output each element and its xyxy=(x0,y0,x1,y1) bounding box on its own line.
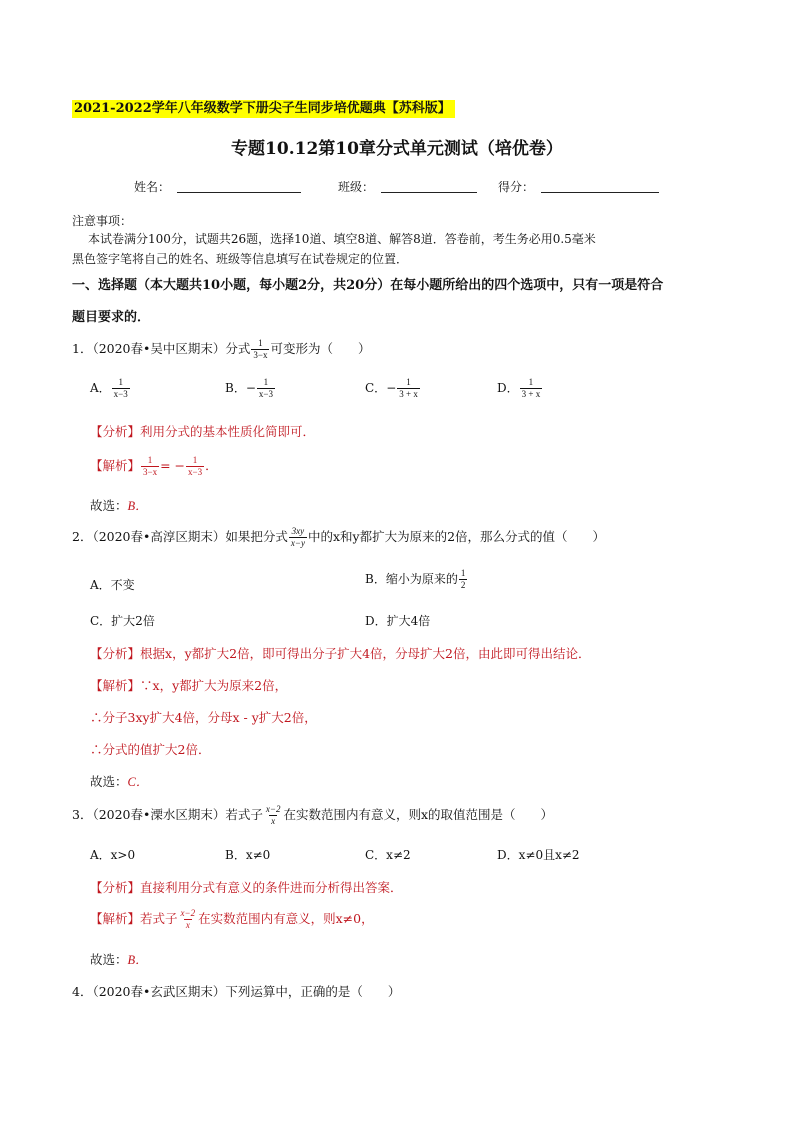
q1-option-c[interactable]: C．− $\frac{1}{3 + x}$ xyxy=(365,377,418,399)
q2-option-b[interactable]: B．缩小为原来的 $\frac{1}{2}$ xyxy=(365,568,466,590)
score-field[interactable] xyxy=(541,178,659,193)
q3-option-b[interactable]: B．x≠0 xyxy=(225,848,271,862)
page-title: 专题10.12第10章分式单元测试（培优卷） xyxy=(231,139,563,159)
q2-solution: 【解析】∵x，y都扩大为原来2倍， xyxy=(90,678,288,693)
q2-option-d[interactable]: D．扩大4倍 xyxy=(365,614,431,628)
q2-solution-line-3: ∴分式的值扩大2倍． xyxy=(90,742,211,757)
section-1-heading-cont: 题目要求的． xyxy=(72,310,151,325)
q2-analysis: 【分析】根据x，y都扩大2倍，即可得出分子扩大4倍，分母扩大2倍，由此即可得出结论． xyxy=(90,646,591,661)
q2-solution-line-2: ∴分子3xy扩大4倍，分母x - y扩大2倍， xyxy=(90,710,317,725)
notice-line-2: 黑色签字笔将自己的姓名、班级等信息填写在试卷规定的位置． xyxy=(72,252,409,266)
q2-option-a[interactable]: A．不变 xyxy=(90,578,135,592)
q3-solution: 【解析】若式子 $\frac{x-2}{x}$ 在实数范围内有意义，则x≠0， xyxy=(90,908,374,930)
name-field[interactable] xyxy=(177,178,301,193)
question-1-suffix: 可变形为（ ） xyxy=(270,341,371,356)
notice-heading: 注意事项： xyxy=(72,214,133,228)
q2-answer: 故选：C． xyxy=(90,774,149,789)
q1-answer: 故选：B． xyxy=(90,498,148,513)
section-1-heading: 一、选择题（本大题共10小题，每小题2分，共20分）在每小题所给出的四个选项中，只有一项是符合 xyxy=(72,278,664,293)
q3-analysis: 【分析】直接利用分式有意义的条件进而分析得出答案． xyxy=(90,880,403,895)
q3-option-c[interactable]: C．x≠2 xyxy=(365,848,411,862)
q1-analysis: 【分析】利用分式的基本性质化简即可． xyxy=(90,424,316,439)
class-field[interactable] xyxy=(381,178,477,193)
q1-option-a[interactable]: A． $\frac{1}{x-3}$ xyxy=(90,377,128,399)
notice-line-1: 本试卷满分100分，试题共26题，选择10道、填空8道、解答8道．答卷前，考生务必用0.5毫米 xyxy=(88,232,596,246)
question-3: 3．（2020春•溧水区期末）若式子 $\frac{x-2}{x}$ 在实数范围内有意义，则x的取值范围是（ ） xyxy=(72,804,554,826)
q3-answer: 故选：B． xyxy=(90,952,148,967)
question-1-prefix: 1．（2020春•吴中区期末）分式 xyxy=(72,341,251,356)
q3-option-d[interactable]: D．x≠0且x≠2 xyxy=(497,848,580,862)
score-label: 得分： xyxy=(498,180,535,194)
series-banner: 2021-2022学年八年级数学下册尖子生同步培优题典【苏科版】 xyxy=(72,100,455,118)
question-1-fraction: $\frac{1}{3-x}$ xyxy=(253,338,268,360)
q1-option-d[interactable]: D． $\frac{1}{3 + x}$ xyxy=(497,377,541,399)
q2-option-c[interactable]: C．扩大2倍 xyxy=(90,614,155,628)
question-1 xyxy=(72,338,370,361)
q1-solution: 【解析】 $\frac{1}{3-x}$ = − $\frac{1}{x-3}$ ． xyxy=(90,455,218,477)
question-4: 4．（2020春•玄武区期末）下列运算中，正确的是（ ） xyxy=(72,984,401,999)
q1-option-b[interactable]: B．− $\frac{1}{x-3}$ xyxy=(225,377,273,399)
name-label: 姓名： xyxy=(134,180,171,194)
class-label: 班级： xyxy=(338,180,375,194)
question-2: 2．（2020春•高淳区期末）如果把分式 $\frac{3xy}{x-y}$ 中的x和y都扩大为原来的2倍，那么分式的值（ ） xyxy=(72,526,606,548)
q3-option-a[interactable]: A．x>0 xyxy=(90,848,136,862)
